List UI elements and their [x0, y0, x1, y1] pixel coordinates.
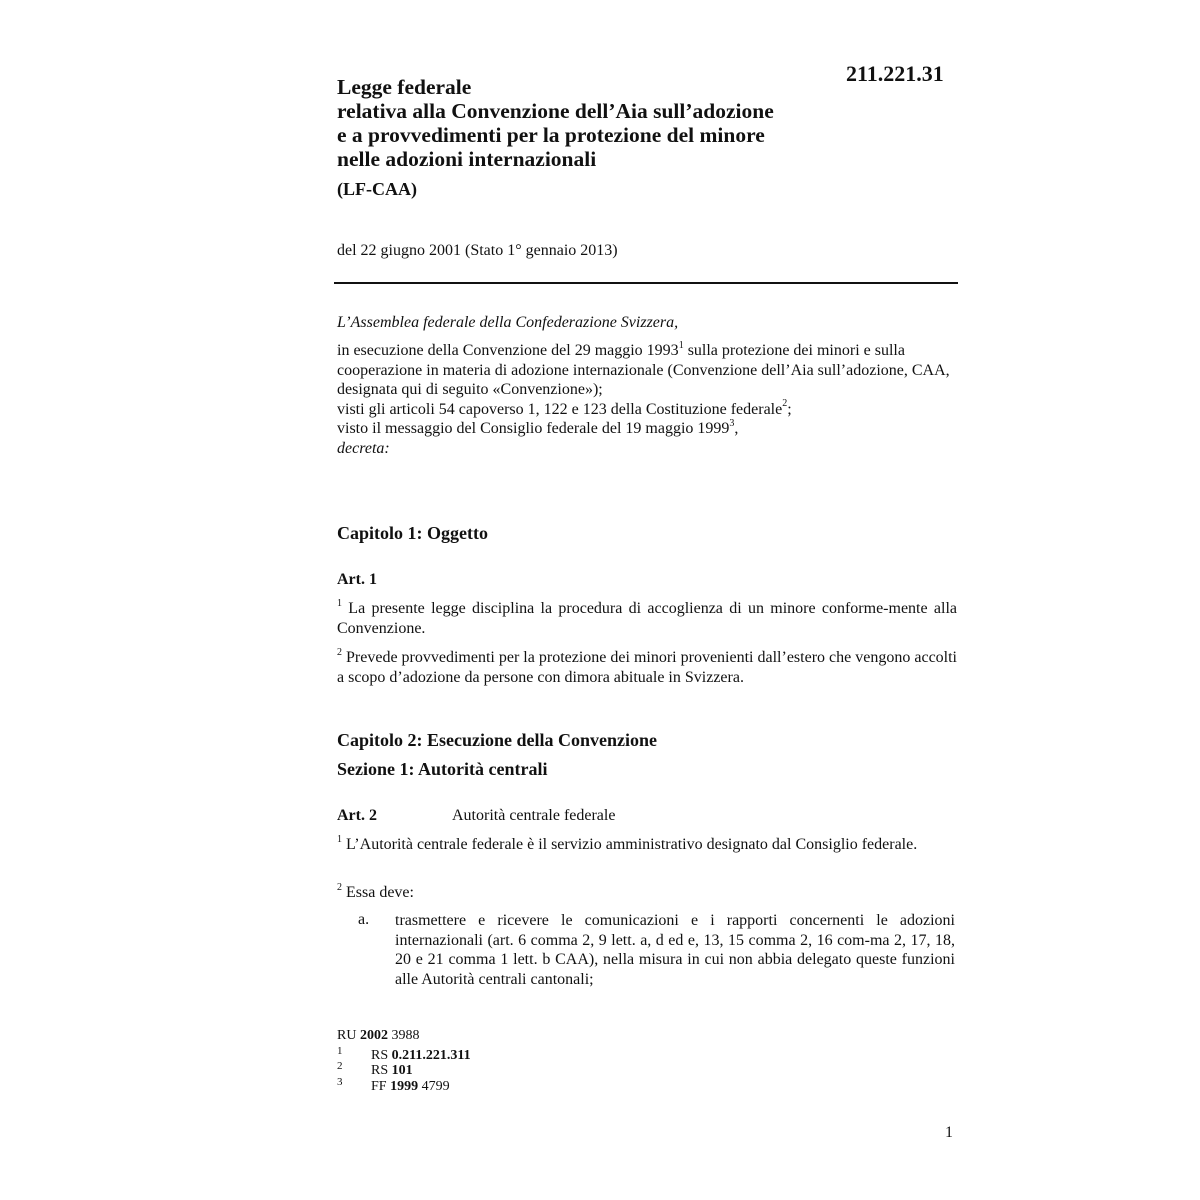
footnote-number: 2: [337, 1060, 343, 1072]
article-2-paragraph-1: $^1$ L’Autorità centrale federale è il servizio amministrativo designato dal Consiglio federale.: [337, 833, 918, 853]
list-item-label: a.: [358, 911, 370, 928]
footnote-number: 1: [337, 1045, 343, 1057]
preamble-paragraph-convention: in esecuzione della Convenzione del 29 maggio 1993$^1$ sulla protezione dei minori e sulla cooperazione in materia di adozione internazionale (Convenzione dell’Aia sull’adozione, CAA, designata qui di seguito «Convenzione»);: [337, 339, 950, 398]
title-line: e a provvedimenti per la protezione del minore: [337, 123, 765, 147]
title-line: Legge federale: [337, 75, 472, 99]
preamble-decree: decreta:: [337, 439, 390, 457]
page-number: 1: [945, 1124, 953, 1141]
title-line: relativa alla Convenzione dell’Aia sull’adozione: [337, 99, 774, 123]
law-abbreviation: (LF-CAA): [337, 179, 417, 199]
document-page: 211.221.31 Legge federale relativa alla Convenzione dell’Aia sull’adozione e a provvedimenti per la protezione del minore nelle adozioni internazionali (LF-CAA) del 22 giugno 2001 (Stato 1° gennaio 2013) L’Assemblea federale della Confederazione Svizzera, in esecuzione della Convenzione del 29 maggio 1993$^1$ sulla protezione dei minori e sulla cooperazione in materia di adozione internazionale (Convenzione dell’Aia sull’adozione, CAA, designata qui di seguito «Convenzione»); visti gli articoli 54 capoverso 1, 122 e 123 della Costituzione federale$^2$; visto il messaggio del Consiglio federale del 19 maggio 1999$^3$, decreta: Capitolo 1: Oggetto Art. 1 $^1$ La presente legge disciplina la procedura di accoglienza di un minore conforme-mente alla Convenzione. $^2$ Prevede provvedimenti per la protezione dei minori provenienti dall’estero che vengono accolti a scopo d’adozione da persone con dimora abituale in Svizzera. Capitolo 2: Esecuzione della Convenzione Sezione 1: Autorità centrali Art. 2 Autorità centrale federale $^1$ L’Autorità centrale federale è il servizio amministrativo designato dal Consiglio federale. $^2$ Essa deve: a. trasmettere e ricevere le comunicazioni e i rapporti concernenti le adozioni internazionali (art. 6 comma 2, 9 lett. a, d ed e, 13, 15 comma 2, 16 com-ma 2, 17, 18, 20 e 21 comma 1 lett. b CAA), nella misura in cui non abbia delegato queste funzioni alle Autorità centrali cantonali; RU 2002 3988 1 RS 0.211.221.311 2 RS 101 3 FF 1999 4799 1: [0, 0, 1200, 1200]
article-1-label: Art. 1: [337, 571, 377, 588]
footnote-number: 3: [337, 1076, 343, 1088]
chapter-2-heading: Capitolo 2: Esecuzione della Convenzione: [337, 730, 657, 750]
chapter-1-heading: Capitolo 1: Oggetto: [337, 523, 488, 543]
law-date: del 22 giugno 2001 (Stato 1° gennaio 2013): [337, 242, 618, 259]
footnote-ref[interactable]: 2: [782, 398, 788, 410]
footnote-ref[interactable]: 1: [678, 339, 684, 351]
article-2-paragraph-2: $^2$ Essa deve:: [337, 881, 414, 901]
law-title: [337, 75, 857, 171]
article-1-paragraph-2: $^2$ Prevede provvedimenti per la protezione dei minori provenienti dall’estero che vengono accolti a scopo d’adozione da persone con dimora abituale in Svizzera.: [337, 646, 957, 686]
preamble-text: [337, 341, 957, 458]
article-1-paragraph-1: $^1$ La presente legge disciplina la procedura di accoglienza di un minore conforme-mente alla Convenzione.: [337, 597, 957, 637]
header-divider: [334, 282, 958, 284]
preamble-paragraph-constitution: visti gli articoli 54 capoverso 1, 122 e 123 della Costituzione federale$^2$;: [337, 398, 792, 418]
article-2-title: Autorità centrale federale: [452, 807, 616, 824]
preamble-assembly: L’Assemblea federale della Confederazione Svizzera,: [337, 314, 679, 331]
section-1-heading: Sezione 1: Autorità centrali: [337, 759, 548, 779]
official-compilation-ref: RU 2002 3988: [337, 1028, 420, 1043]
footnote-ref[interactable]: 3: [729, 417, 735, 429]
list-item-a: trasmettere e ricevere le comunicazioni e i rapporti concernenti le adozioni internazionali (art. 6 comma 2, 9 lett. a, d ed e, 13, 15 comma 2, 16 com-ma 2, 17, 18, 20 e 21 comma 1 lett. b CAA), nella misura in cui non abbia delegato queste funzioni alle Autorità centrali cantonali;: [395, 912, 955, 988]
article-2-label: Art. 2: [337, 807, 377, 824]
systematic-number: 211.221.31: [846, 61, 944, 86]
preamble-paragraph-message: visto il messaggio del Consiglio federale del 19 maggio 1999$^3$,: [337, 417, 739, 437]
title-line: nelle adozioni internazionali: [337, 147, 597, 171]
